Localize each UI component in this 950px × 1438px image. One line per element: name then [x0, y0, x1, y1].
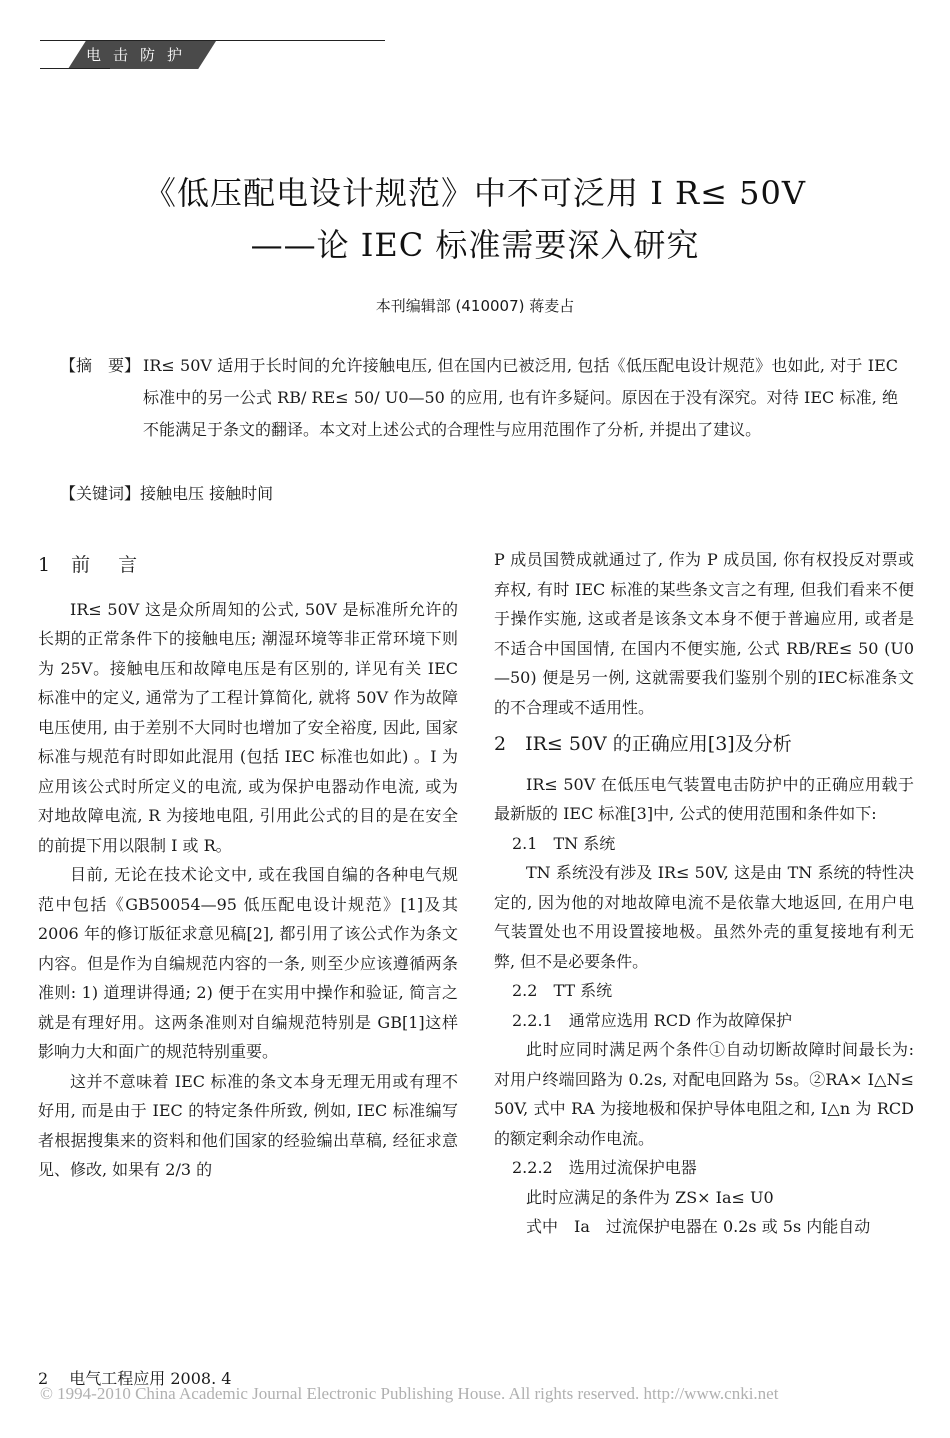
subsection-2-1-heading: 2.1 TN 系统	[512, 833, 616, 853]
subsection-2-2-2-heading: 2.2.2 选用过流保护电器	[512, 1158, 697, 1177]
keywords-label: 【关键词】	[60, 484, 141, 503]
paragraph: TN 系统没有涉及 IR≤ 50V, 这是由 TN 系统的特性决定的, 因为他的对地故障电流不是依靠大地返回, 在用户电气装置处也不用设置接地极。虽然外壳的重复接地有利无弊, 但不是必要条件。	[494, 863, 914, 971]
page-footer: 2 电气工程应用 2008. 4	[38, 1369, 232, 1388]
paragraph: IR≤ 50V 这是众所周知的公式, 50V 是标准所允许的长期的正常条件下的接触电压; 潮湿环境等非正常环境下则为 25V。接触电压和故障电压是有区别的, 详见有关 IEC 标准中的定义, 通常为了工程计算简化, 就将 50V 作为故障电压使用, 由于差别不大同时也增加了安全裕度, 因此, 国家标准与规范有时即如此混用 (包括 IEC 标准也如此) 。I 为应用该公式时所定义的电流, 或为保护电器动作电流, 或为对地故障电流, R 为接地电阻, 引用此公式的目的是在安全的前提下用以限制 I 或 R。	[38, 599, 458, 855]
left-column	[38, 545, 458, 1185]
header-rule-short	[40, 68, 110, 69]
paragraph: 这并不意味着 IEC 标准的条文本身无理无用或有理不好用, 而是由于 IEC 的特定条件所致, 例如, IEC 标准编写者根据搜集来的资料和他们国家的经验编出草稿, 经征求意见、修改, 如果有 2/3 的	[38, 1071, 458, 1179]
copyright-watermark: © 1994-2010 China Academic Journal Electronic Publishing House. All rights reserved. http://www.cnki.net	[40, 1384, 779, 1403]
section-1-heading: 1 前 言	[38, 554, 139, 576]
abstract-text: IR≤ 50V 适用于长时间的允许接触电压, 但在国内已被泛用, 包括《低压配电设计规范》也如此, 对于 IEC 标准中的另一公式 RB/ RE≤ 50/ U0—50 的应用, 也有许多疑问。原因在于没有深究。对待 IEC 标准, 绝不能满足于条文的翻译。本文对上述公式的合理性与应用范围作了分析, 并提出了建议。	[143, 356, 898, 439]
paragraph: IR≤ 50V 在低压电气装置电击防护中的正确应用载于最新版的 IEC 标准[3]中, 公式的使用范围和条件如下:	[494, 774, 914, 823]
subsection-2-2-heading: 2.2 TT 系统	[512, 981, 613, 1000]
subsection-2-2-1-heading: 2.2.1 通常应选用 RCD 作为故障保护	[512, 1010, 793, 1030]
keywords-text: 接触电压 接触时间	[140, 484, 274, 503]
header-rule	[40, 40, 385, 41]
paragraph: 式中 Ia 过流保护电器在 0.2s 或 5s 内能自动	[526, 1217, 871, 1236]
paragraph: 此时应同时满足两个条件①自动切断故障时间最长为: 对用户终端回路为 0.2s, 对配电回路为 5s。②RA× I△N≤ 50V, 式中 RA 为接地极和保护导体电阻之和, I△n 为 RCD 的额定剩余动作电流。	[494, 1040, 914, 1148]
paper-title-line1: 《低压配电设计规范》中不可泛用 I R≤ 50V	[144, 174, 806, 212]
paragraph: 此时应满足的条件为 ZS× Ia≤ U0	[526, 1187, 774, 1207]
author-line: 本刊编辑部 (410007) 蒋麦占	[375, 297, 575, 315]
paper-title-line2: ——论 IEC 标准需要深入研究	[250, 226, 700, 264]
abstract-label: 【摘 要】	[60, 356, 141, 375]
paragraph: 目前, 无论在技术论文中, 或在我国自编的各种电气规范中包括《GB50054—95 低压配电设计规范》[1]及其 2006 年的修订版征求意见稿[2], 都引用了该公式作为条文内容。但是作为自编规范内容的一条, 则至少应该遵循两条准则: 1) 道理讲得通; 2) 便于在实用中操作和验证, 简言之就是有理好用。这两条准则对自编规范特别是 GB[1]这样影响力大和面广的规范特别重要。	[38, 865, 458, 1061]
section-2-heading: 2 IR≤ 50V 的正确应用[3]及分析	[494, 733, 792, 755]
keywords	[60, 481, 273, 504]
right-column	[494, 545, 914, 1242]
section-tag: 电击防护	[86, 46, 195, 64]
paragraph: P 成员国赞成就通过了, 作为 P 成员国, 你有权投反对票或弃权, 有时 IEC 标准的某些条文言之有理, 但我们看来不便于操作实施, 这或者是该条文本身不便于普遍应用, 或者是不适合中国国情, 在国内不便实施, 公式 RB/RE≤ 50 (U0—50) 便是另一例, 这就需要我们鉴别个别的IEC标准条文的不合理或不适用性。	[494, 550, 914, 717]
